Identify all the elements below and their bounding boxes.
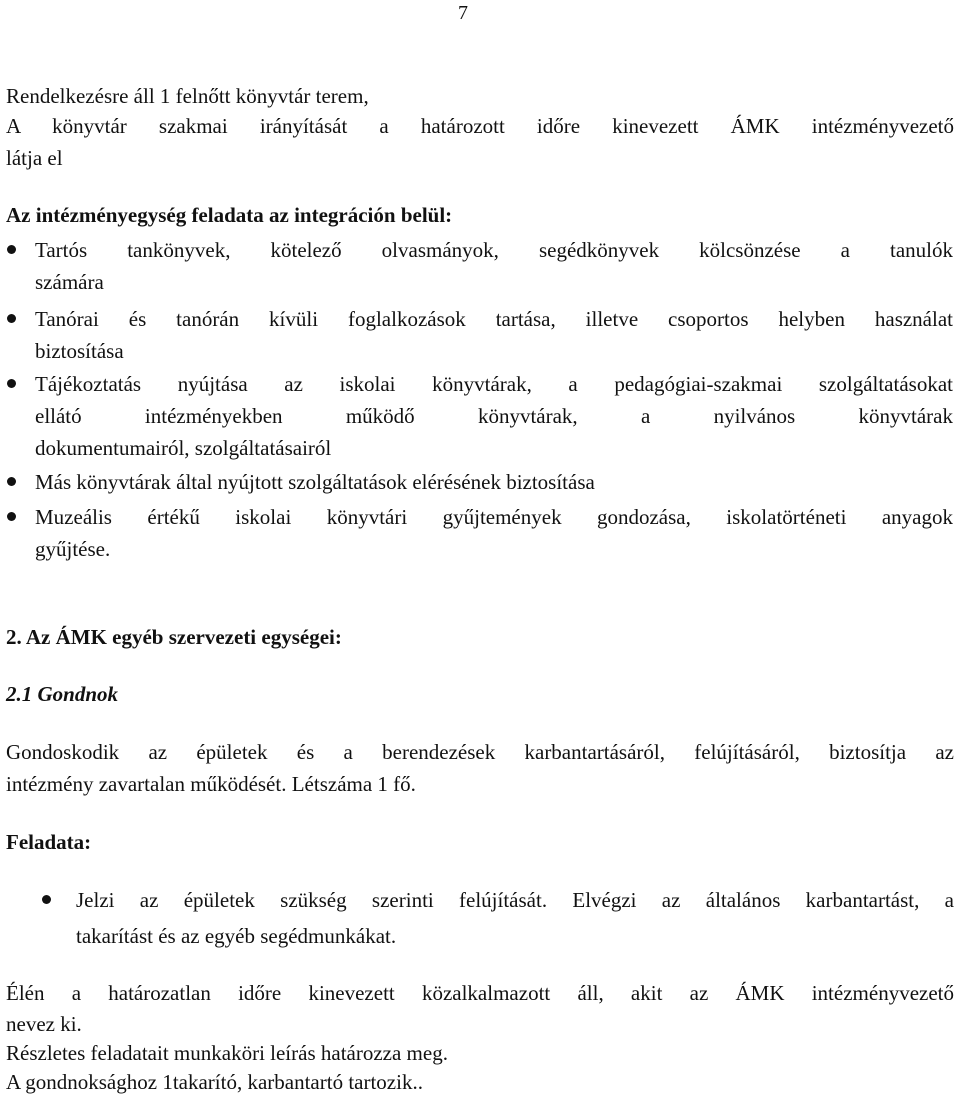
tasks-heading: Feladata: (6, 830, 92, 854)
list-item-line: takarítást és az egyéb segédmunkákat. (76, 924, 397, 948)
intro-line-2: A könyvtár szakmai irányítását a határozott időre kinevezett ÁMK intézményvezető (6, 114, 954, 138)
list-item-line: Más könyvtárak által nyújtott szolgáltatások elérésének biztosítása (35, 470, 595, 494)
bullet-icon (7, 314, 16, 323)
list-item-line: biztosítása (35, 339, 124, 363)
page-number: 7 (458, 2, 468, 24)
subsection-heading: 2.1 Gondnok (6, 682, 119, 706)
intro-line-1: Rendelkezésre áll 1 felnőtt könyvtár terem, (6, 84, 369, 108)
paragraph-line: Részletes feladatait munkaköri leírás határozza meg. (6, 1041, 448, 1065)
list-item-line: dokumentumairól, szolgáltatásairól (35, 436, 332, 460)
paragraph-line: A gondnoksághoz 1takarító, karbantartó tartozik.. (6, 1070, 423, 1094)
paragraph-line: Gondoskodik az épületek és a berendezések karbantartásáról, felújításáról, biztosítja az (6, 740, 954, 764)
integration-heading: Az intézményegység feladata az integráción belül: (6, 203, 453, 227)
paragraph-line: nevez ki. (6, 1012, 82, 1036)
list-item-line: Jelzi az épületek szükség szerinti felújítását. Elvégzi az általános karbantartást, a (76, 888, 954, 912)
bullet-icon (7, 477, 16, 486)
bullet-icon (7, 379, 16, 388)
section-heading: 2. Az ÁMK egyéb szervezeti egységei: (6, 625, 342, 649)
bullet-icon (7, 512, 16, 521)
list-item-line: Muzeális értékű iskolai könyvtári gyűjtemények gondozása, iskolatörténeti anyagok (35, 505, 953, 529)
list-item-line: Tájékoztatás nyújtása az iskolai könyvtárak, a pedagógiai-szakmai szolgáltatásokat (35, 372, 953, 396)
list-item-line: Tanórai és tanórán kívüli foglalkozások tartása, illetve csoportos helyben használat (35, 307, 953, 331)
intro-line-3: látja el (6, 146, 63, 170)
list-item-line: gyűjtése. (35, 537, 111, 561)
bullet-icon (42, 895, 51, 904)
list-item-line: Tartós tankönyvek, kötelező olvasmányok, segédkönyvek kölcsönzése a tanulók (35, 238, 953, 262)
bullet-icon (7, 245, 16, 254)
list-item-line: számára (35, 270, 104, 294)
paragraph-line: intézmény zavartalan működését. Létszáma 1 fő. (6, 772, 416, 796)
list-item-line: ellátó intézményekben működő könyvtárak, a nyilvános könyvtárak (35, 404, 953, 428)
paragraph-line: Élén a határozatlan időre kinevezett közalkalmazott áll, akit az ÁMK intézményvezető (6, 981, 954, 1005)
